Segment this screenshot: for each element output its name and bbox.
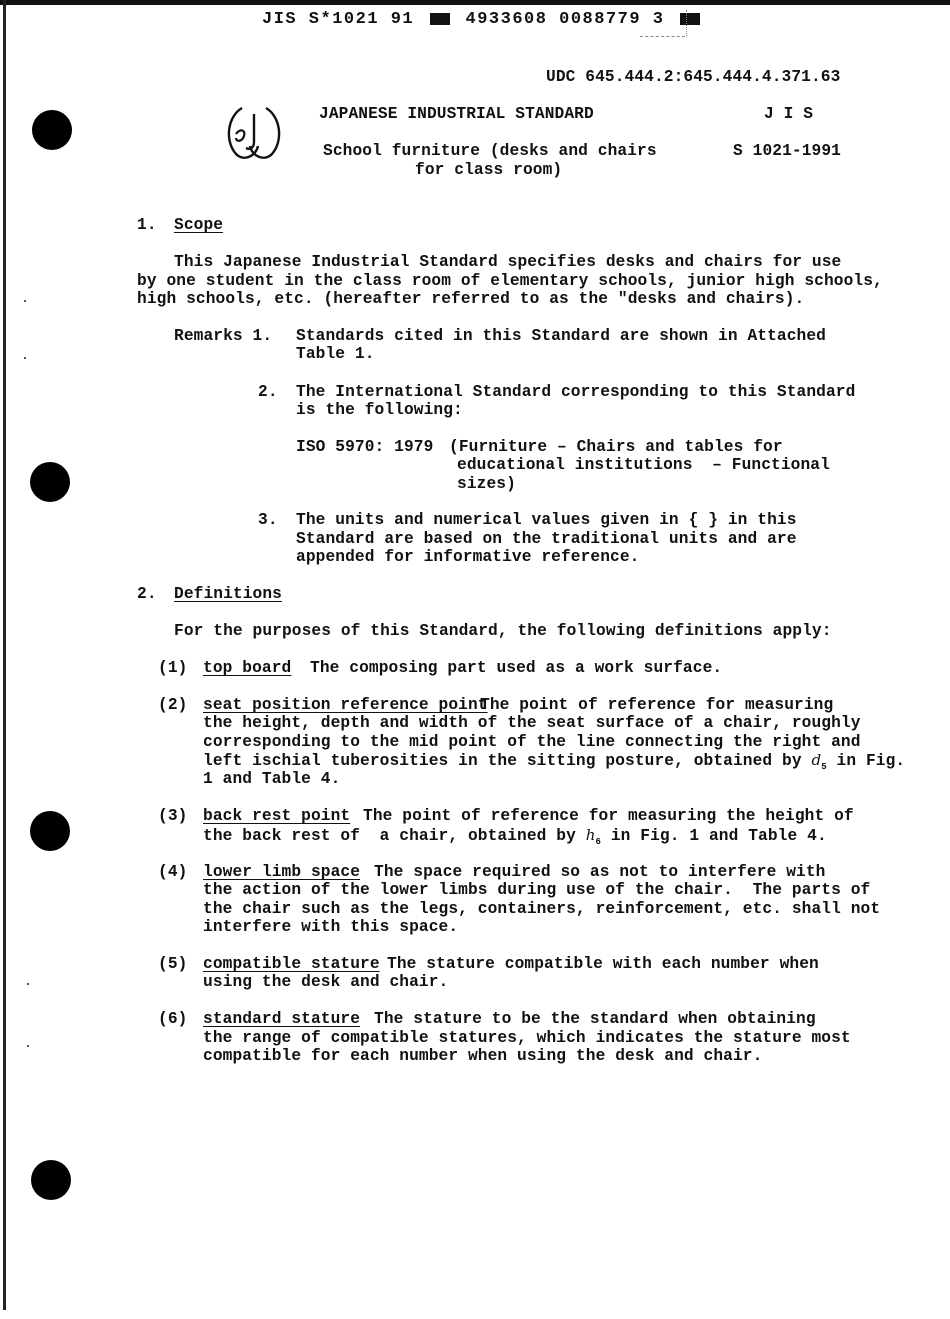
standard-body: JAPANESE INDUSTRIAL STANDARD xyxy=(319,105,594,123)
udc-number: UDC 645.444.2:645.444.4.371.63 xyxy=(546,68,841,86)
def-4-term: lower limb space xyxy=(203,863,361,881)
symbol-d: d xyxy=(811,751,822,769)
remark-2-line-1: The International Standard corresponding to this Standard xyxy=(296,383,856,401)
symbol-h-sub: 6 xyxy=(595,837,602,848)
speck xyxy=(27,983,29,985)
def-5-term: compatible stature xyxy=(203,955,380,973)
def-3-line-2 xyxy=(203,826,827,852)
def-1-term: top board xyxy=(203,659,292,677)
def-6-line-2: compatible for each number when using the desk and chair. xyxy=(203,1047,763,1065)
remark-1-line-2: Table 1. xyxy=(296,345,375,363)
speck xyxy=(24,300,26,302)
def-4-number: (4) xyxy=(158,863,188,881)
scope-line-2: by one student in the class room of elementary schools, junior high schools, xyxy=(137,272,883,290)
symbol-h: h xyxy=(585,826,596,844)
iso-reference: ISO 5970: 1979 xyxy=(296,438,434,456)
redaction-block xyxy=(430,13,450,25)
code-middle: 4933608 0088779 3 xyxy=(465,10,665,29)
def-5-number: (5) xyxy=(158,955,188,973)
iso-desc-line-3: sizes) xyxy=(457,475,516,493)
iso-desc-line-1: (Furniture – Chairs and tables for xyxy=(449,438,783,456)
def-3-number: (3) xyxy=(158,807,188,825)
symbol-d-sub: 5 xyxy=(821,762,827,773)
punch-hole xyxy=(30,462,70,502)
def-2-first: The point of reference for measuring xyxy=(480,696,834,714)
def-3-line-2a: the back rest of a chair, obtained by xyxy=(203,827,586,845)
jis-logo-icon xyxy=(222,100,286,164)
remark-3-line-2: Standard are based on the traditional units and are xyxy=(296,530,797,548)
def-6-number: (6) xyxy=(158,1010,188,1028)
def-2-line-3-text: left ischial tuberosities in the sitting posture, obtained by xyxy=(203,752,812,770)
standard-number: S 1021-1991 xyxy=(733,142,841,160)
def-3-line-2b: in Fig. 1 and Table 4. xyxy=(601,827,827,845)
remark-3-number: 3. xyxy=(258,511,278,529)
def-1-number: (1) xyxy=(158,659,188,677)
section-1-title: Scope xyxy=(174,216,224,234)
def-4-line-3: interfere with this space. xyxy=(203,918,459,936)
def-2-line-2: corresponding to the mid point of the line connecting the right and xyxy=(203,733,861,751)
title-line-1: School furniture (desks and chairs xyxy=(323,142,657,160)
def-4-first: The space required so as not to interfere with xyxy=(374,863,826,881)
punch-hole xyxy=(30,811,70,851)
top-edge-rule xyxy=(0,0,950,5)
def-6-term: standard stature xyxy=(203,1010,361,1028)
punch-hole xyxy=(31,1160,71,1200)
scope-line-3: high schools, etc. (hereafter referred to as the "desks and chairs). xyxy=(137,290,805,308)
left-edge-rule xyxy=(3,0,6,1310)
remark-3-line-1: The units and numerical values given in { } in this xyxy=(296,511,797,529)
code-prefix: JIS S*1021 91 xyxy=(262,10,415,29)
dotted-rule xyxy=(686,10,688,36)
def-2-line-3-tail: in Fig. xyxy=(836,752,906,770)
iso-desc-line-2: educational institutions – Functional xyxy=(457,456,830,474)
title-line-2: for class room) xyxy=(415,161,563,179)
remark-1-line-1: Standards cited in this Standard are shown in Attached xyxy=(296,327,826,345)
def-3-term: back rest point xyxy=(203,807,351,825)
def-2-number: (2) xyxy=(158,696,188,714)
speck xyxy=(24,357,26,359)
def-3-first: The point of reference for measuring the height of xyxy=(363,807,854,825)
punch-hole xyxy=(32,110,72,150)
def-5-line-1: using the desk and chair. xyxy=(203,973,449,991)
jis-mark: J I S xyxy=(764,105,814,123)
redaction-block xyxy=(680,13,700,25)
remark-2-number: 2. xyxy=(258,383,278,401)
def-4-line-1: the action of the lower limbs during use of the chair. The parts of xyxy=(203,881,871,899)
scope-line-1: This Japanese Industrial Standard specifies desks and chairs for use xyxy=(174,253,842,271)
section-2-number: 2. xyxy=(137,585,157,603)
def-6-line-1: the range of compatible statures, which indicates the stature most xyxy=(203,1029,851,1047)
def-2-term: seat position reference point xyxy=(203,696,488,714)
remark-3-line-3: appended for informative reference. xyxy=(296,548,640,566)
def-5-first: The stature compatible with each number when xyxy=(387,955,819,973)
def-4-line-2: the chair such as the legs, containers, reinforcement, etc. shall not xyxy=(203,900,881,918)
document-code-line xyxy=(262,10,704,29)
remark-2-line-2: is the following: xyxy=(296,401,463,419)
remarks-label: Remarks 1. xyxy=(174,327,273,345)
dashed-rule xyxy=(640,36,685,38)
speck xyxy=(27,1045,29,1047)
section-2-title: Definitions xyxy=(174,585,282,603)
definitions-intro: For the purposes of this Standard, the following definitions apply: xyxy=(174,622,832,640)
def-2-line-1: the height, depth and width of the seat surface of a chair, roughly xyxy=(203,714,861,732)
def-6-first: The stature to be the standard when obtaining xyxy=(374,1010,816,1028)
def-2-line-4: 1 and Table 4. xyxy=(203,770,341,788)
def-1-text: The composing part used as a work surface. xyxy=(310,659,723,677)
section-1-number: 1. xyxy=(137,216,157,234)
